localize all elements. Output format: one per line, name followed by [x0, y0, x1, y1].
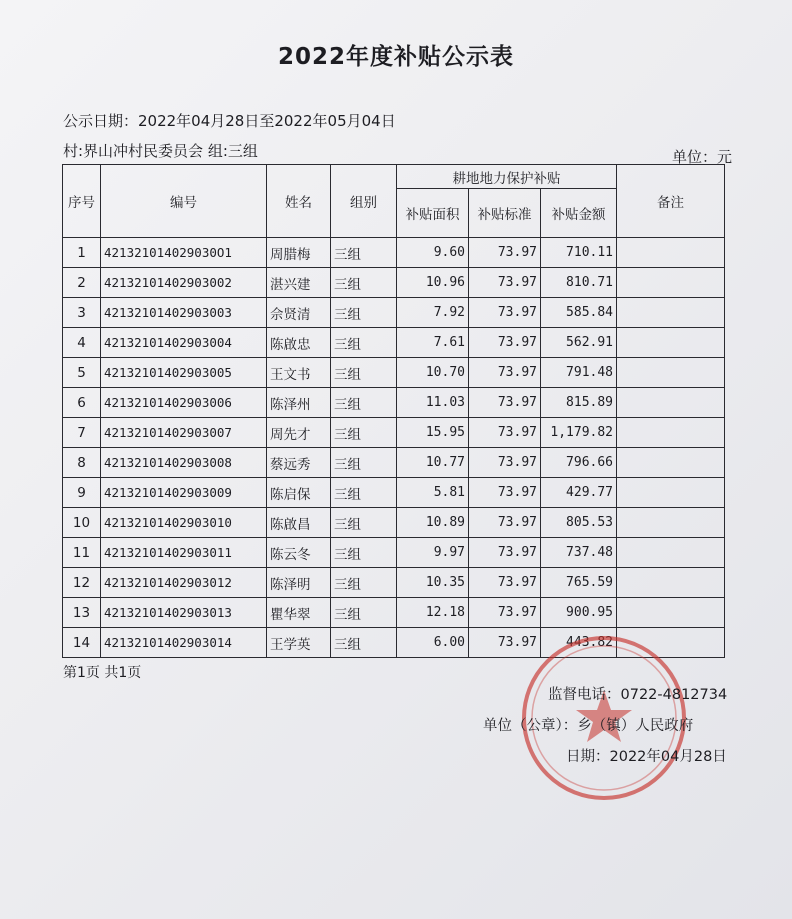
cell-remark [617, 418, 725, 448]
header-group: 组别 [331, 165, 397, 238]
cell-standard: 73.97 [469, 508, 541, 538]
cell-area: 10.96 [397, 268, 469, 298]
cell-area: 10.35 [397, 568, 469, 598]
cell-code: 42132101402903010 [101, 508, 267, 538]
table-row [63, 268, 725, 298]
cell-name: 湛兴建 [267, 268, 331, 298]
cell-standard: 73.97 [469, 538, 541, 568]
cell-amount: 796.66 [541, 448, 617, 478]
cell-name: 陈泽明 [267, 568, 331, 598]
cell-seq: 14 [63, 628, 101, 658]
cell-standard: 73.97 [469, 418, 541, 448]
cell-seq: 7 [63, 418, 101, 448]
cell-remark [617, 478, 725, 508]
cell-amount: 710.11 [541, 238, 617, 268]
cell-standard: 73.97 [469, 238, 541, 268]
cell-seq: 9 [63, 478, 101, 508]
cell-name: 陈啟昌 [267, 508, 331, 538]
supervision-phone: 监督电话：0722-4812734 [548, 687, 728, 703]
cell-amount: 585.84 [541, 298, 617, 328]
header-code: 编号 [101, 165, 267, 238]
header-standard: 补贴标准 [469, 189, 541, 238]
header-name: 姓名 [267, 165, 331, 238]
cell-code: 42132101402903008 [101, 448, 267, 478]
cell-group: 三组 [331, 448, 397, 478]
cell-group: 三组 [331, 508, 397, 538]
cell-standard: 73.97 [469, 268, 541, 298]
cell-name: 王文书 [267, 358, 331, 388]
cell-seq: 13 [63, 598, 101, 628]
cell-group: 三组 [331, 418, 397, 448]
seal-unit: 单位（公章）：乡（镇）人民政府 [483, 718, 694, 734]
table-row [63, 508, 725, 538]
cell-name: 瞿华翠 [267, 598, 331, 628]
cell-area: 11.03 [397, 388, 469, 418]
cell-area: 9.60 [397, 238, 469, 268]
cell-seq: 12 [63, 568, 101, 598]
cell-remark [617, 358, 725, 388]
table-row [63, 538, 725, 568]
cell-standard: 73.97 [469, 358, 541, 388]
cell-remark [617, 388, 725, 418]
cell-group: 三组 [331, 598, 397, 628]
cell-remark [617, 538, 725, 568]
cell-amount: 737.48 [541, 538, 617, 568]
cell-amount: 443.82 [541, 628, 617, 658]
cell-group: 三组 [331, 388, 397, 418]
cell-seq: 6 [63, 388, 101, 418]
cell-code: 42132101402903006 [101, 388, 267, 418]
cell-amount: 810.71 [541, 268, 617, 298]
cell-standard: 73.97 [469, 328, 541, 358]
header-amount: 补贴金额 [541, 189, 617, 238]
subsidy-table [62, 164, 725, 658]
cell-amount: 765.59 [541, 568, 617, 598]
cell-code: 42132101402903011 [101, 538, 267, 568]
cell-area: 7.61 [397, 328, 469, 358]
cell-group: 三组 [331, 538, 397, 568]
cell-code: 42132101402903005 [101, 358, 267, 388]
cell-group: 三组 [331, 628, 397, 658]
cell-code: 42132101402903013 [101, 598, 267, 628]
cell-area: 12.18 [397, 598, 469, 628]
table-row [63, 298, 725, 328]
header-area: 补贴面积 [397, 189, 469, 238]
cell-area: 9.97 [397, 538, 469, 568]
cell-name: 王学英 [267, 628, 331, 658]
cell-area: 6.00 [397, 628, 469, 658]
cell-area: 10.89 [397, 508, 469, 538]
cell-group: 三组 [331, 358, 397, 388]
cell-seq: 4 [63, 328, 101, 358]
cell-code: 42132101402903002 [101, 268, 267, 298]
cell-seq: 3 [63, 298, 101, 328]
notice-date: 公示日期：2022年04月28日至2022年05月04日 [63, 112, 396, 130]
cell-amount: 429.77 [541, 478, 617, 508]
cell-group: 三组 [331, 568, 397, 598]
cell-area: 7.92 [397, 298, 469, 328]
cell-amount: 900.95 [541, 598, 617, 628]
cell-group: 三组 [331, 328, 397, 358]
cell-amount: 805.53 [541, 508, 617, 538]
table-row [63, 598, 725, 628]
table-row [63, 478, 725, 508]
cell-name: 周先才 [267, 418, 331, 448]
cell-standard: 73.97 [469, 628, 541, 658]
cell-area: 10.77 [397, 448, 469, 478]
table-row [63, 238, 725, 268]
cell-code: 42132101402903012 [101, 568, 267, 598]
cell-remark [617, 598, 725, 628]
header-subsidy-group: 耕地地力保护补贴 [397, 165, 617, 189]
table-body [63, 238, 725, 658]
cell-remark [617, 268, 725, 298]
cell-code: 42132101402903004 [101, 328, 267, 358]
table-row [63, 568, 725, 598]
cell-seq: 5 [63, 358, 101, 388]
cell-area: 15.95 [397, 418, 469, 448]
cell-seq: 2 [63, 268, 101, 298]
cell-group: 三组 [331, 238, 397, 268]
cell-amount: 815.89 [541, 388, 617, 418]
cell-group: 三组 [331, 268, 397, 298]
cell-group: 三组 [331, 298, 397, 328]
cell-remark [617, 298, 725, 328]
table-row [63, 388, 725, 418]
cell-code: 42132101402903003 [101, 298, 267, 328]
header-seq: 序号 [63, 165, 101, 238]
cell-remark [617, 448, 725, 478]
cell-code: 42132101402903009 [101, 478, 267, 508]
cell-standard: 73.97 [469, 478, 541, 508]
cell-standard: 73.97 [469, 598, 541, 628]
cell-seq: 8 [63, 448, 101, 478]
cell-seq: 10 [63, 508, 101, 538]
cell-remark [617, 508, 725, 538]
village-group: 村:界山冲村民委员会 组:三组 [63, 142, 258, 160]
cell-seq: 1 [63, 238, 101, 268]
cell-code: 42132101402903007 [101, 418, 267, 448]
cell-name: 周腊梅 [267, 238, 331, 268]
cell-amount: 562.91 [541, 328, 617, 358]
cell-name: 蔡远秀 [267, 448, 331, 478]
cell-amount: 1,179.82 [541, 418, 617, 448]
cell-standard: 73.97 [469, 568, 541, 598]
cell-standard: 73.97 [469, 298, 541, 328]
cell-seq: 11 [63, 538, 101, 568]
cell-amount: 791.48 [541, 358, 617, 388]
cell-area: 5.81 [397, 478, 469, 508]
cell-standard: 73.97 [469, 388, 541, 418]
table-row [63, 448, 725, 478]
table-row [63, 358, 725, 388]
cell-remark [617, 238, 725, 268]
document-title: 2022年度补贴公示表 [277, 44, 514, 70]
cell-remark [617, 328, 725, 358]
sign-date: 日期：2022年04月28日 [566, 749, 727, 765]
cell-name: 陈啟忠 [267, 328, 331, 358]
cell-name: 陈云冬 [267, 538, 331, 568]
cell-name: 佘贤清 [267, 298, 331, 328]
cell-group: 三组 [331, 478, 397, 508]
cell-standard: 73.97 [469, 448, 541, 478]
cell-name: 陈启保 [267, 478, 331, 508]
currency-unit: 单位：元 [671, 148, 732, 166]
table-row [63, 328, 725, 358]
table-row [63, 418, 725, 448]
cell-remark [617, 568, 725, 598]
page-indicator: 第1页 共1页 [63, 665, 142, 681]
cell-code: 421321014029030O1 [101, 238, 267, 268]
cell-name: 陈泽州 [267, 388, 331, 418]
cell-code: 42132101402903014 [101, 628, 267, 658]
cell-area: 10.70 [397, 358, 469, 388]
header-remark: 备注 [617, 165, 725, 238]
